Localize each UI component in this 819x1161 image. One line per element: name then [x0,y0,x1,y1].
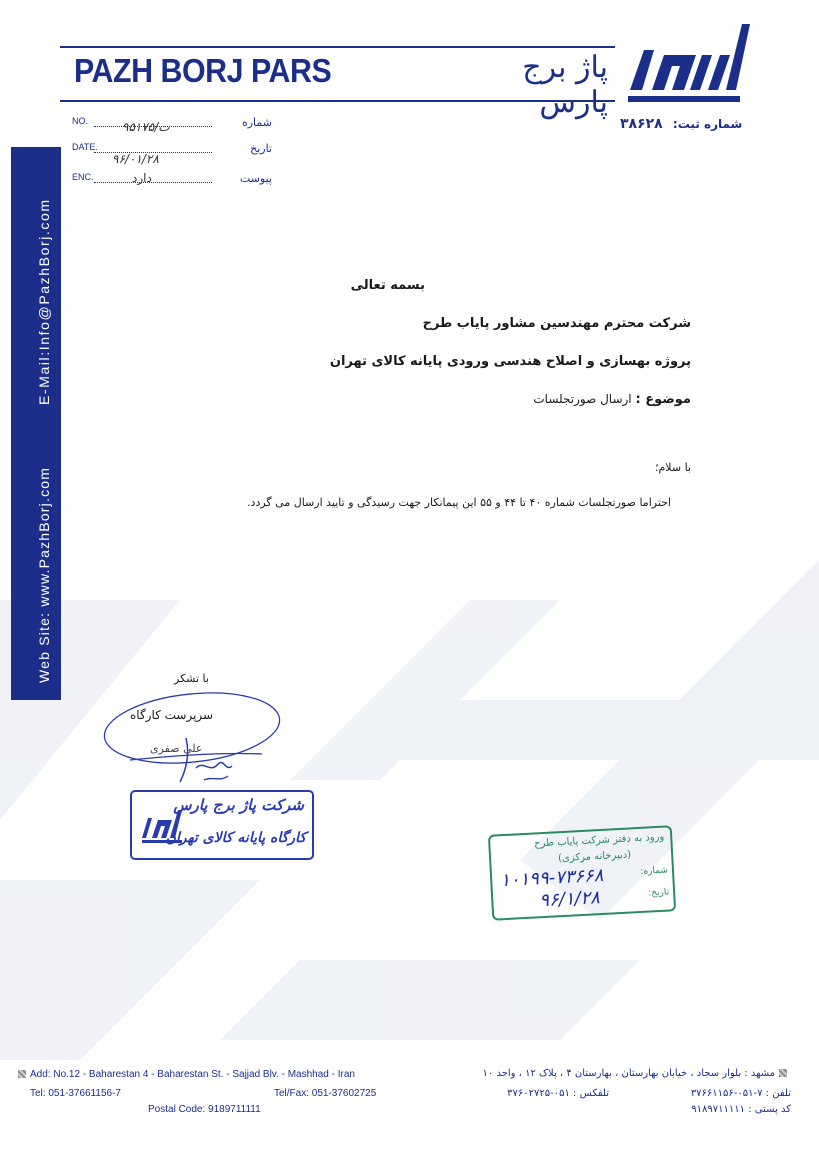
registration-value: ۳۸۶۲۸ [620,116,663,132]
footer-tel-en: Tel: 051-37661156-7 [30,1088,121,1099]
date-label-fa: تاریخ [250,142,272,155]
receipt-stamp [488,825,676,921]
letter-recipient: شرکت محترم مهندسین مشاور پایاب طرح [422,316,691,331]
subject-label: موضوع : [635,392,691,407]
signer-title: سرپرست کارگاه [130,708,214,722]
date-value: ۹۶/۰۱/۲۸ [112,152,159,166]
receipt-stamp-date: ۹۶/۱/۲۸ [538,887,601,912]
footer-postal-fa: کد پستی : ۹۱۸۹۷۱۱۱۱۱ [691,1104,791,1115]
footer-address-fa-text: مشهد : بلوار سجاد ، خیابان بهارستان ، بهارستان ۴ ، پلاک ۱۲ ، واحد ۱۰ [482,1068,775,1079]
stamp-company-line1: شرکت پاژ برج پارس [173,796,304,814]
company-stamp [130,790,314,860]
number-label-fa: شماره [241,116,272,129]
signer-name: علی صفری [150,742,203,755]
receipt-stamp-number: ۱۰۱۹۹-۷۳۶۶۸ [499,864,604,892]
handwritten-signature [100,690,290,800]
receipt-stamp-title: ورود به دفتر شرکت پایاب طرح [533,831,665,850]
enclosure-label-fa: پیوست [239,172,272,185]
registration-label: شماره ثبت: [672,117,743,131]
brand-name-en: PAZH BORJ PARS [74,52,332,89]
receipt-stamp-number-label: شماره: [640,865,669,877]
footer-postal-en: Postal Code: 9189711111 [148,1104,261,1115]
sidebar-email: E-Mail:Info@PazhBorj.com [36,198,52,405]
number-value: ۹۵ت/۱۷۵ [122,120,170,134]
footer-telfax-en: Tel/Fax: 051-37602725 [274,1088,377,1099]
letter-bismillah: بسمه تعالی [350,278,425,293]
meta-enclosure-row [72,172,272,188]
subject-text: ارسال صورتجلسات [533,392,632,406]
footer-address-fa [483,1068,791,1079]
registration-number [620,116,742,132]
number-label-en: NO. [72,116,89,126]
letter-subject [533,392,691,407]
sidebar-website: Web Site: www.PazhBorj.com [36,466,52,683]
brand-name-fa: پاژ برج پارس [522,50,608,120]
footer-tel-fa: تلفن : ۷-۰۵۱-۳۷۶۶۱۱۵۶ [690,1088,791,1099]
meta-date-row [72,142,272,166]
stamp-company-line2: کارگاه پایانه کالای تهران [165,830,306,846]
dotted-line [94,182,212,183]
date-label-en: DATE. [72,142,98,152]
letter-greeting: با سلام؛ [655,461,691,474]
letter-thanks: با تشکر [174,672,209,685]
letter-body: احتراما صورتجلسات شماره ۴۰ تا ۴۴ و ۵۵ این پیمانکار جهت رسیدگی و تایید ارسال می گردد. [247,496,671,509]
company-logo [624,20,750,112]
enclosure-label-en: ENC. [72,172,94,182]
receipt-stamp-date-label: تاریخ: [647,887,670,899]
meta-number-row [72,116,272,132]
footer-address-en-text: Add: No.12 - Baharestan 4 - Baharestan St. - Sajjad Blv. - Mashhad - Iran [30,1069,355,1080]
footer-address-en [14,1069,355,1080]
footer-fax-fa: تلفکس : ۰۵۱-۳۷۶۰۲۷۲۵ [507,1088,609,1099]
bullet-square-icon [779,1069,787,1077]
enclosure-value: دارد [132,171,152,185]
receipt-stamp-subtitle: (دبیرخانه مرکزی) [557,849,632,865]
letter-project: پروژه بهسازی و اصلاح هندسی ورودی پایانه کالای تهران [329,354,691,369]
bullet-square-icon [18,1070,26,1078]
